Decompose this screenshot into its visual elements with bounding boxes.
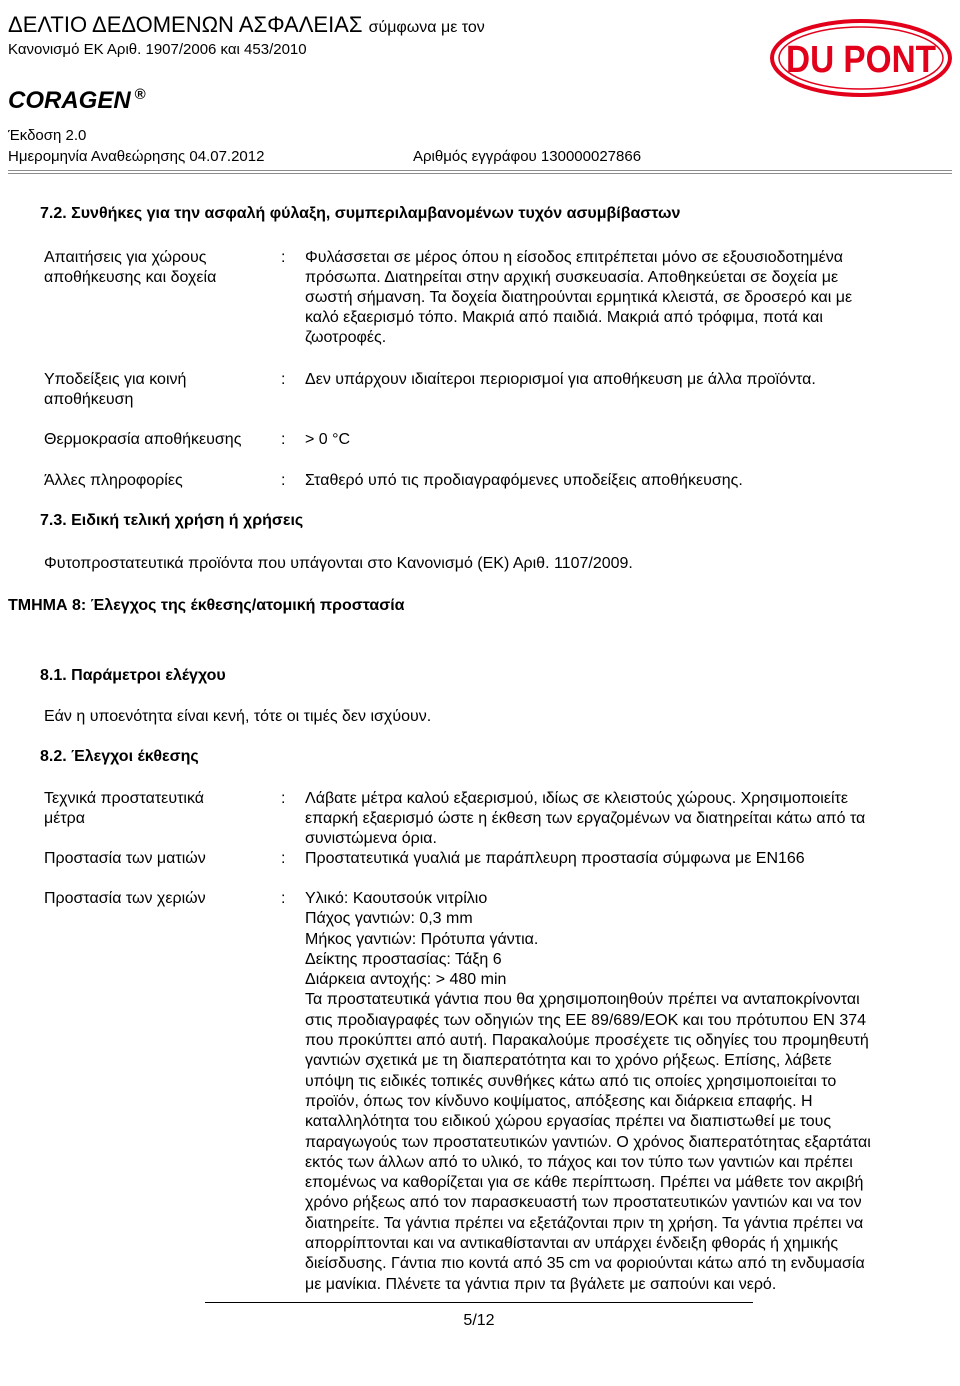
label-line: μέτρα [44,810,86,827]
document-title [8,12,485,41]
logo-text: DU PONT [786,39,936,81]
engineering-measures-row [0,789,960,847]
value-line: Προστατευτικά γυαλιά με παράπλευρη προστασία σύμφωνα με EN166 [305,850,805,867]
section-8-1-text: Εάν η υποενότητα είναι κενή, τότε οι τιμές δεν ισχύουν. [44,708,432,725]
storage-requirements-label [44,248,216,288]
common-storage-row [0,370,960,408]
value-line: Λάβατε μέτρα καλού εξαερισμού, ιδίως σε κλειστούς χώρους. Χρησιμοποιείτε [305,790,848,807]
storage-requirements-value [305,248,950,348]
value-line: Δεν υπάρχουν ιδιαίτεροι περιορισμοί για αποθήκευση με άλλα προϊόντα. [305,371,816,388]
value-line: καταλληλότητα του ειδικού χώρου εργασίας πρέπει να διαπιστωθεί με τους [305,1113,832,1131]
section-7-3-text: Φυτοπροστατευτικά προϊόντα που υπάγονται στο Κανονισμό (ΕΚ) Αριθ. 1107/2009. [44,555,633,572]
label-line: Προστασία των χεριών [44,890,206,907]
document-title-main: ΔΕΛΤΙΟ ΔΕΔΟΜΕΝΩΝ ΑΣΦΑΛΕΙΑΣ [8,12,363,37]
value-line: στις προδιαγραφές των οδηγιών της ΕΕ 89/689/ΕΟΚ και του πρότυπου EN 374 [305,1011,867,1029]
hand-protection-value [305,889,950,1295]
value-line: ζωοτροφές. [305,329,387,346]
value-line: με μανίκια. Πλένετε τα γάντια πριν τα βγάλετε με σαπούνι και νερό. [305,1275,777,1293]
label-line: Απαιτήσεις για χώρους [44,249,207,266]
eye-protection-row [0,849,960,867]
storage-temperature-value: > 0 °C [305,431,351,448]
label-line: Υποδείξεις για κοινή [44,371,187,388]
footer-divider [205,1302,753,1303]
value-line: σωστή σήμανση. Τα δοχεία διατηρούνται ερμητικά κλειστά, σε δροσερό και με [305,289,853,306]
revision-date: Ημερομηνία Αναθεώρησης 04.07.2012 [8,148,265,165]
field-separator: : [281,850,286,867]
section-7-2-heading: 7.2. Συνθήκες για την ασφαλή φύλαξη, συμπεριλαμβανομένων τυχόν ασυμβίβαστων [40,205,681,222]
value-line: επαρκή εξαερισμό ώστε η έκθεση των εργαζομένων να διατηρείται κάτω από τα [305,810,866,827]
value-line: Φυλάσσεται σε μέρος όπου η είσοδος επιτρέπεται μόνο σε εξουσιοδοτημένα [305,249,844,266]
engineering-measures-value [305,789,950,849]
value-line: Τα προστατευτικά γάντια που θα χρησιμοποιηθούν πρέπει να ανταποκρίνονται [305,991,860,1009]
label-line: Τεχνικά προστατευτικά [44,790,204,807]
value-line: γαντιών σχετικά με τη διαπερατότητα και το χρόνο ρήξεως. Επίσης, λάβετε [305,1052,832,1070]
value-line: προϊόν, όπως τον κίνδυνο κοψίματος, απόξεσης και διάρκεια επαφής. Η [305,1092,813,1110]
section-7-3-heading: 7.3. Ειδική τελική χρήση ή χρήσεις [40,512,304,529]
field-separator: : [281,472,286,489]
section-8-heading: ΤΜΗΜΑ 8: Έλεγχος της έκθεσης/ατομική προστασία [8,597,405,614]
header-divider [8,170,952,174]
value-line: διατηρείτε. Τα γάντια πρέπει να εξετάζονται πριν τη χρήση. Τα γάντια πρέπει να [305,1214,864,1232]
value-line: εκτός των άλλων από το υλικό, το πάχος και τον τύπο των γαντιών και πρέπει [305,1153,853,1171]
common-storage-value [305,370,950,390]
other-information-row [0,471,960,489]
other-information-value: Σταθερό υπό τις προδιαγραφόμενες υποδείξεις αποθήκευσης. [305,472,743,489]
version-label: Έκδοση 2.0 [8,127,87,144]
value-line: παραγωγούς των προστατευτικών γαντιών. Ο χρόνος διαπερατότητας εξαρτάται [305,1133,871,1151]
value-line: Πάχος γαντιών: 0,3 mm [305,910,473,928]
label-line: αποθήκευσης και δοχεία [44,269,217,286]
value-line: υπόψη τις ειδικές τοπικές συνθήκες κάτω από τις οποίες χρησιμοποιείται το [305,1072,837,1090]
label-line: Προστασία των ματιών [44,850,206,867]
engineering-measures-label [44,789,204,829]
field-separator: : [281,371,286,388]
value-line: Διάρκεια αντοχής: > 480 min [305,971,507,989]
eye-protection-label [44,849,206,869]
product-name [8,87,146,118]
value-line: Μήκος γαντιών: Πρότυπα γάντια. [305,930,539,948]
value-line: καλό εξαερισμό τόπο. Μακριά από παιδιά. Μακριά από τρόφιμα, ποτά και [305,309,823,326]
document-title-suffix: σύμφωνα με τον [368,19,485,36]
product-name-text: CORAGEN [8,87,131,114]
hand-protection-label [44,889,206,909]
field-separator: : [281,890,286,907]
value-line: χρόνο ρήξεως από τον παρασκευαστή των προστατευτικών γαντιών και να τον [305,1194,862,1212]
field-separator: : [281,790,286,807]
regulation-reference: Κανονισμό ΕΚ Αριθ. 1907/2006 και 453/2010 [8,41,307,58]
value-line: επομένως να καθορίζεται για σε κάθε περίπτωση. Πρέπει να μάθετε τον ακριβή [305,1174,864,1192]
field-separator: : [281,431,286,448]
hand-protection-row [0,889,960,1293]
value-line: Υλικό: Καουτσούκ νιτρίλιο [305,890,488,907]
section-8-2-heading: 8.2. Έλεγχοι έκθεσης [40,748,199,765]
storage-temperature-label: Θερμοκρασία αποθήκευσης [44,431,242,448]
field-separator: : [281,249,286,266]
value-line: απορρίπτονται και να αντικαθίστανται αν υπάρχει ένδειξη φθοράς ή χημικής [305,1235,839,1253]
storage-temperature-row [0,430,960,448]
common-storage-label [44,370,186,410]
document-number: Αριθμός εγγράφου 130000027866 [413,148,642,165]
label-line: αποθήκευση [44,391,134,408]
eye-protection-value [305,849,950,869]
value-line: πρόσωπα. Διατηρείται στην αρχική συσκευασία. Αποθηκεύεται σε δοχεία με [305,269,839,286]
registered-mark: ® [134,86,146,103]
value-line: συνιστώμενα όρια. [305,830,437,847]
storage-requirements-row [0,248,960,346]
dupont-logo [768,18,954,98]
section-8-1-heading: 8.1. Παράμετροι ελέγχου [40,667,226,684]
other-information-label: Άλλες πληροφορίες [44,472,183,489]
page-number: 5/12 [463,1312,495,1329]
value-line: Δείκτης προστασίας: Τάξη 6 [305,950,502,968]
value-line: που προκύπτει από αυτή. Παρακαλούμε προσέχετε τις οδηγίες του προμηθευτή [305,1032,869,1050]
value-line: διείσδυσης. Γάντια πιο κοντά από 35 cm να φοριούνται κάτω από τη ενδυμασία [305,1255,865,1273]
